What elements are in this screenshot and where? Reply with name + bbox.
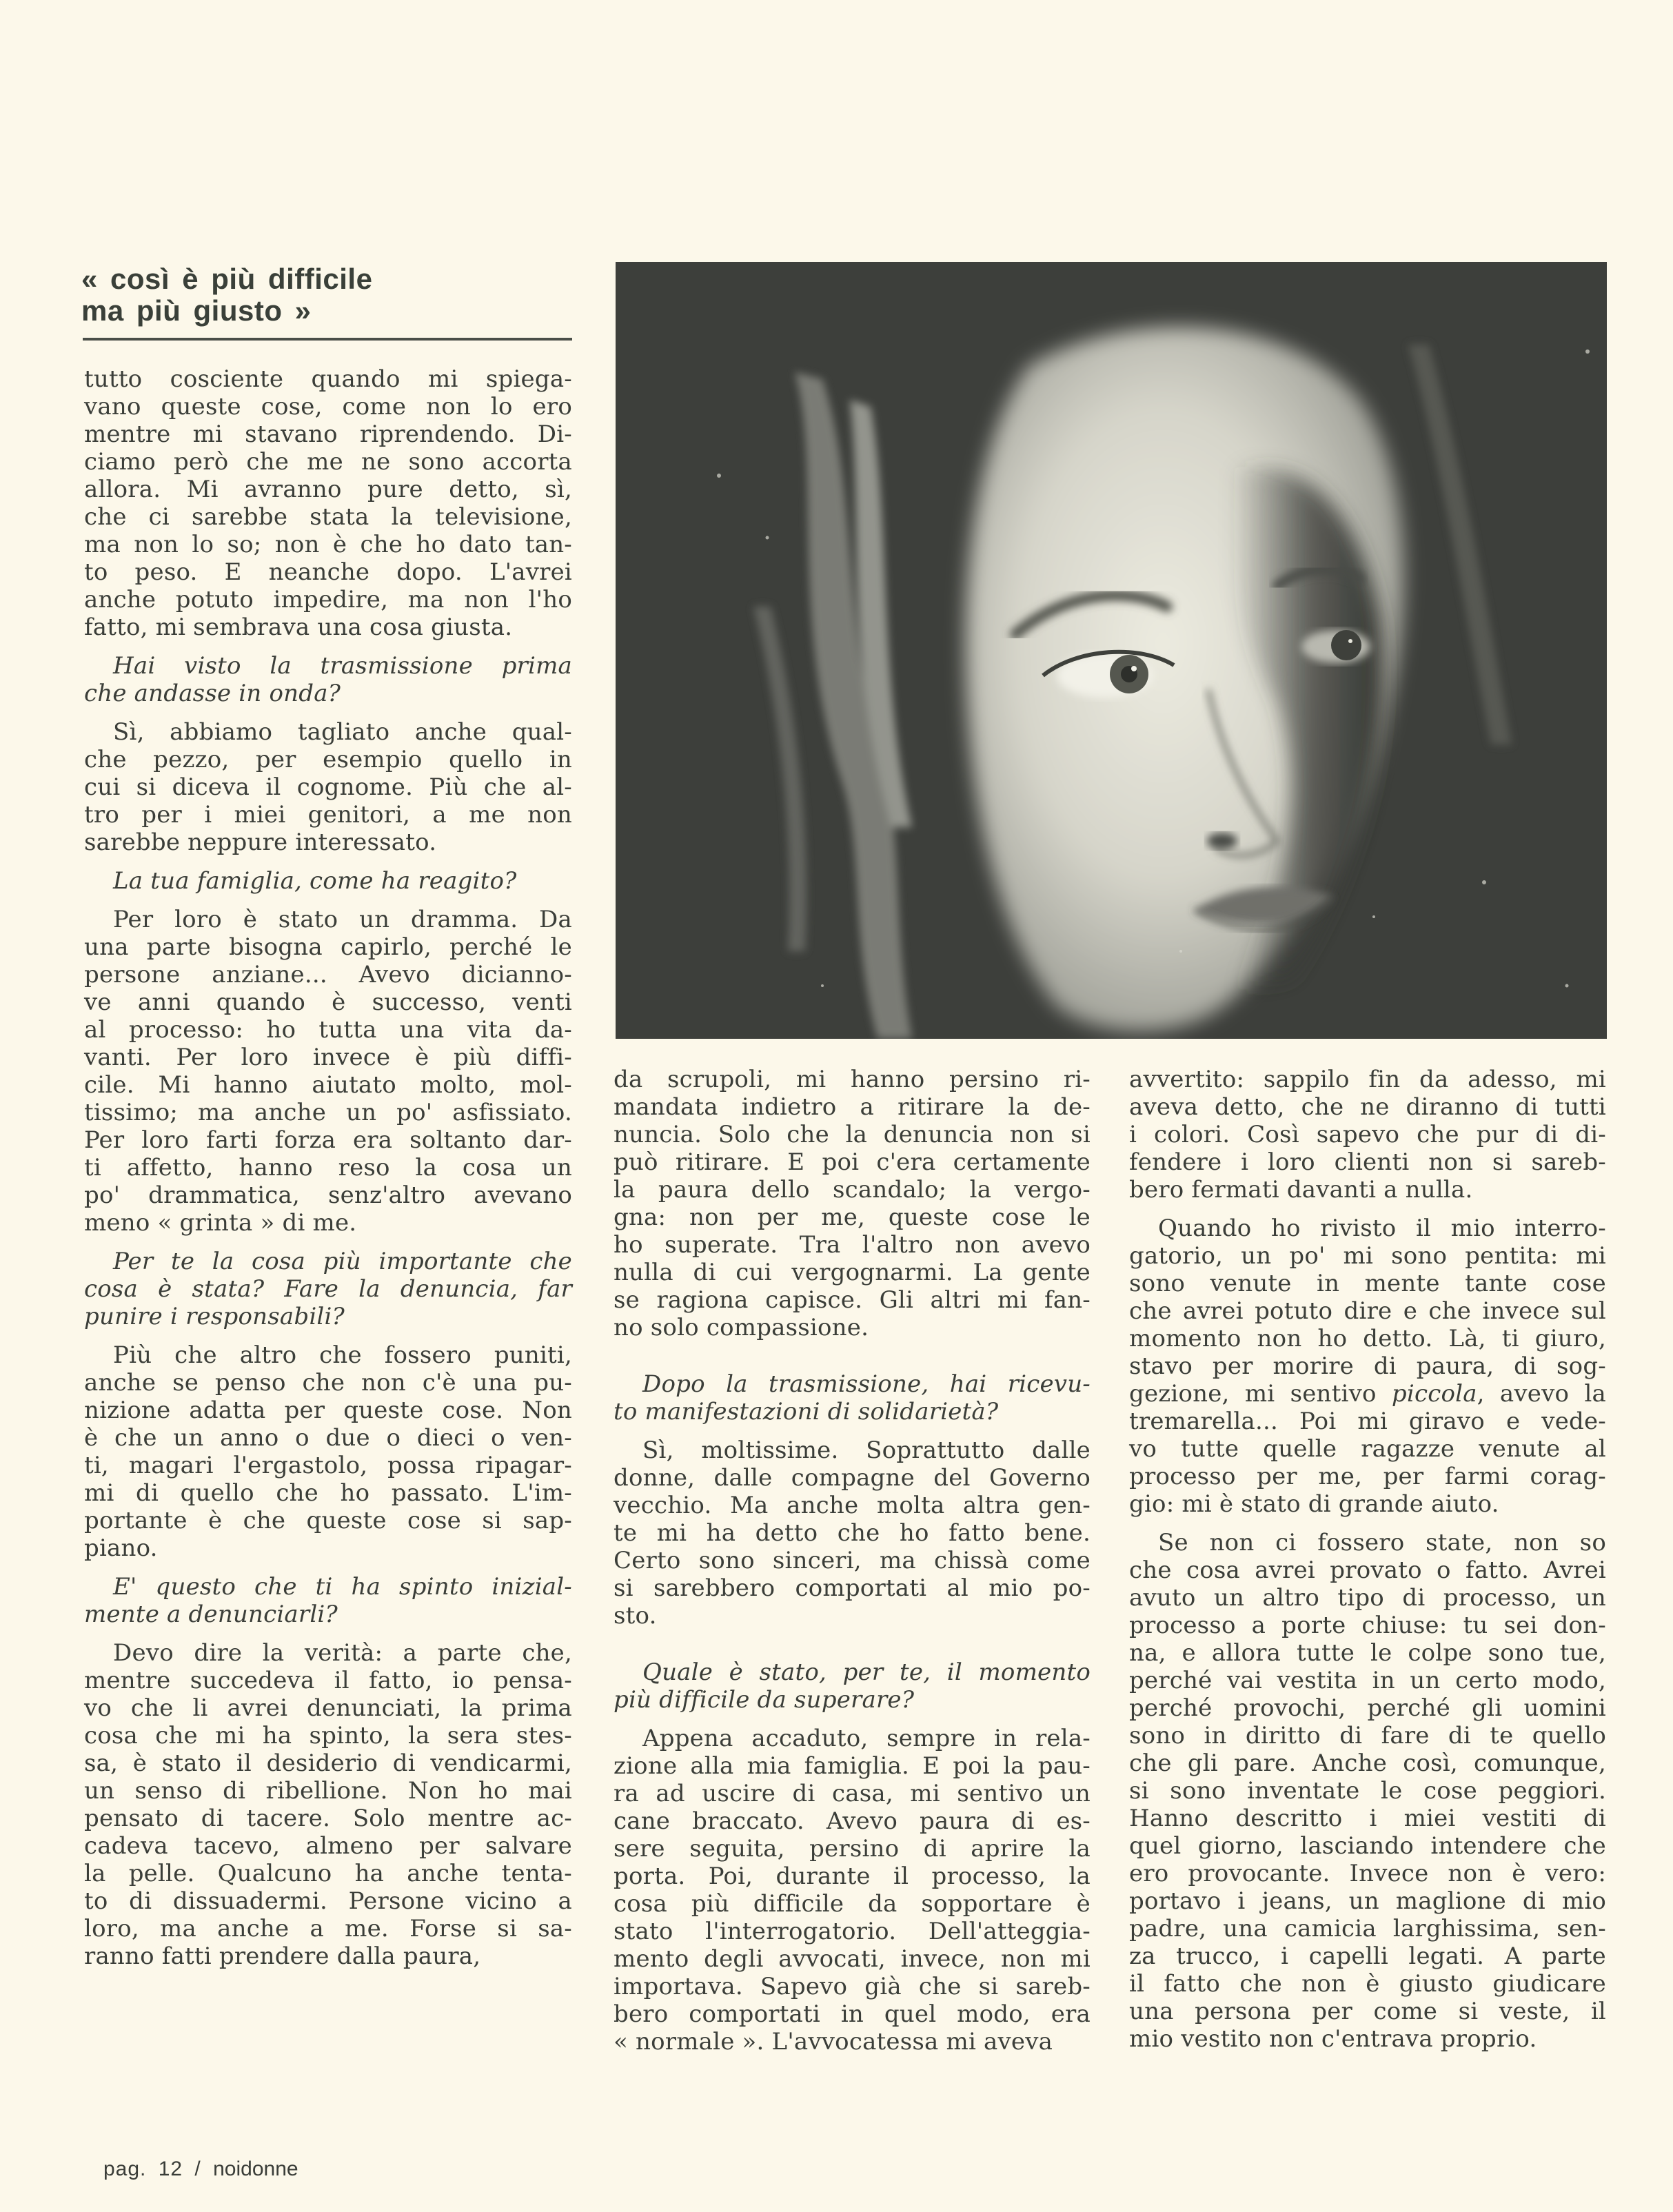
paragraph-spacer <box>84 1562 572 1573</box>
text-line: tremarella... Poi mi giravo e vede- <box>1129 1408 1606 1435</box>
text-line: che gli pare. Anche così, comunque, <box>1129 1749 1606 1777</box>
text-line: cane braccato. Avevo paura di es- <box>614 1807 1091 1835</box>
text-line: na, e allora tutte le colpe sono tue, <box>1129 1639 1606 1667</box>
text-line: un senso di ribellione. Non ho mai <box>84 1777 572 1805</box>
text-column-3 <box>1129 1066 1606 2053</box>
interview-answer <box>84 1341 572 1562</box>
text-line: momento non ho detto. Là, ti giuro, <box>1129 1325 1606 1352</box>
text-line: quel giorno, lasciando intendere che <box>1129 1832 1606 1860</box>
text-line: cosa è stata? Fare la denuncia, far <box>84 1275 572 1303</box>
portrait-photo <box>616 262 1607 1039</box>
text-line: sto. <box>614 1602 657 1630</box>
text-line: za trucco, i capelli legati. A parte <box>1129 1942 1606 1970</box>
text-line: Quale è stato, per te, il momento <box>642 1658 1091 1686</box>
text-line: gatorio, un po' mi sono pentita: mi <box>1129 1242 1606 1270</box>
paragraph-spacer <box>84 1628 572 1639</box>
text-line: ma non lo so; non è che ho dato tan- <box>84 531 572 558</box>
text-line: perché vai vestita in un certo modo, <box>1129 1667 1606 1694</box>
text-line: mio vestito non c'entrava proprio. <box>1129 2025 1537 2053</box>
text-line: ero provocante. Invece non è vero: <box>1129 1860 1606 1887</box>
title-line-1: « così è più difficile <box>81 263 373 295</box>
text-line: padre, una camicia larghissima, sen- <box>1129 1915 1606 1942</box>
text-line: pensato di tacere. Solo mentre ac- <box>84 1805 572 1832</box>
text-line: to manifestazioni di solidarietà? <box>614 1398 999 1425</box>
text-line: ciamo però che me ne sono accorta <box>84 448 572 476</box>
text-line: to peso. E neanche dopo. L'avrei <box>84 558 572 586</box>
text-line: nizione adatta per queste cose. Non <box>84 1397 572 1424</box>
text-line: ho superate. Tra l'altro non avevo <box>614 1231 1091 1259</box>
text-line: stato l'interrogatorio. Dell'atteggia- <box>614 1918 1091 1945</box>
text-line: Appena accaduto, sempre in rela- <box>642 1725 1091 1752</box>
text-line: ti affetto, hanno reso la cosa un <box>84 1154 572 1181</box>
text-line: sarebbe neppure interessato. <box>84 829 437 856</box>
text-line: te mi ha detto che ho fatto bene. <box>614 1519 1091 1547</box>
text-line: se ragiona capisce. Gli altri mi fan- <box>614 1286 1091 1314</box>
text-line: mi di quello che ho passato. L'im- <box>84 1479 572 1507</box>
text-line: anche potuto impedire, ma non l'ho <box>84 586 572 613</box>
text-line: tissimo; ma anche un po' asfissiato. <box>84 1099 572 1126</box>
text-line: sere seguita, persino di aprire la <box>614 1835 1091 1863</box>
text-line: fatto, mi sembrava una cosa giusta. <box>84 613 513 641</box>
text-line: gna: non per me, queste cose le <box>614 1204 1091 1231</box>
text-line: bero comportati in quel modo, era <box>614 2000 1091 2028</box>
text-column-2 <box>614 1066 1091 2056</box>
text-line: avvertito: sappilo fin da adesso, mi <box>1129 1066 1606 1093</box>
text-line: anche se penso che non c'è una pu- <box>84 1369 572 1397</box>
text-line: loro, ma anche a me. Forse si sa- <box>84 1915 572 1942</box>
text-line: persone anziane... Avevo dicianno- <box>84 961 572 988</box>
text-line: mentre mi stavano riprendendo. Di- <box>84 420 572 448</box>
text-line: stavo per morire di paura, di sog- <box>1129 1352 1606 1380</box>
text-line: una parte bisogna capirlo, perché le <box>84 933 572 961</box>
text-line: avuto un altro tipo di processo, un <box>1129 1584 1606 1612</box>
text-line: aveva detto, che ne diranno di tutti <box>1129 1093 1606 1121</box>
text-line: processo a porte chiuse: tu sei don- <box>1129 1612 1606 1639</box>
text-line: Certo sono sinceri, ma chissà come <box>614 1547 1091 1574</box>
text-line: mente a denunciarli? <box>84 1601 338 1628</box>
text-line: fendere i loro clienti non si sareb- <box>1129 1148 1606 1176</box>
interview-answer <box>614 1066 1091 1341</box>
magazine-name: noidonne <box>213 2158 298 2180</box>
interview-answer <box>84 906 572 1237</box>
page-footer <box>103 2158 298 2181</box>
paragraph-spacer <box>84 895 572 906</box>
interview-answer <box>614 1725 1091 2056</box>
text-line: al processo: ho tutta una vita da- <box>84 1016 572 1044</box>
text-line: che andasse in onda? <box>84 680 341 707</box>
text-line: porta. Poi, durante il processo, la <box>614 1863 1091 1890</box>
interview-question <box>84 1573 572 1628</box>
text-line: gezione, mi sentivo piccola, avevo la <box>1129 1380 1606 1408</box>
text-line: Se non ci fossero state, non so <box>1158 1529 1606 1556</box>
text-line: Dopo la trasmissione, hai ricevu- <box>642 1370 1091 1398</box>
text-line: La tua famiglia, come ha reagito? <box>113 867 517 895</box>
text-line: una persona per come si veste, il <box>1129 1998 1606 2025</box>
interview-question <box>614 1370 1091 1425</box>
text-line: tutto cosciente quando mi spiega- <box>84 365 572 393</box>
portrait-illustration <box>616 262 1607 1039</box>
paragraph-spacer <box>84 641 572 652</box>
text-line: Più che altro che fossero puniti, <box>113 1341 572 1369</box>
text-line: vo tutte quelle ragazze venute al <box>1129 1435 1606 1463</box>
interview-answer <box>1129 1215 1606 1518</box>
paragraph-spacer <box>84 856 572 867</box>
text-line: cadeva tacevo, almeno per salvare <box>84 1832 572 1860</box>
text-line: la pelle. Qualcuno ha anche tenta- <box>84 1860 572 1887</box>
text-line: bero fermati davanti a nulla. <box>1129 1176 1473 1204</box>
title-underline <box>83 338 572 341</box>
text-line: E' questo che ti ha spinto inizial- <box>113 1573 572 1601</box>
emphasis: piccola <box>1391 1380 1477 1408</box>
text-line: piano. <box>84 1534 158 1562</box>
text-line: sono in diritto di fare di te quello <box>1129 1722 1606 1749</box>
interview-answer <box>614 1437 1091 1630</box>
text-line: gio: mi è stato di grande aiuto. <box>1129 1490 1499 1518</box>
text-line: « normale ». L'avvocatessa mi aveva <box>614 2028 1053 2056</box>
text-line: nuncia. Solo che la denuncia non si <box>614 1121 1091 1148</box>
text-line: che cosa avrei provato o fatto. Avrei <box>1129 1556 1606 1584</box>
text-line: processo per me, per farmi corag- <box>1129 1463 1606 1490</box>
text-line: il fatto che non è giusto giudicare <box>1129 1970 1606 1998</box>
text-line: può ritirare. E poi c'era certamente <box>614 1148 1091 1176</box>
text-line: cile. Mi hanno aiutato molto, mol- <box>84 1071 572 1099</box>
interview-answer <box>1129 1066 1606 1204</box>
text-line: perché provochi, perché gli uomini <box>1129 1694 1606 1722</box>
text-line: cosa più difficile da sopportare è <box>614 1890 1091 1918</box>
article-title <box>81 263 572 327</box>
text-line: nulla di cui vergognarmi. La gente <box>614 1259 1091 1286</box>
text-line: Hanno descritto i miei vestiti di <box>1129 1805 1606 1832</box>
text-line: che pezzo, per esempio quello in <box>84 746 572 773</box>
paragraph-spacer <box>614 1425 1091 1437</box>
text-line: i colori. Così sapevo che pur di di- <box>1129 1121 1606 1148</box>
paragraph-spacer <box>614 1714 1091 1725</box>
text-line: po' drammatica, senz'altro avevano <box>84 1181 572 1209</box>
text-line: Per te la cosa più importante che <box>113 1248 572 1275</box>
text-line: vanti. Per loro invece è più diffi- <box>84 1044 572 1071</box>
text-line: che ci sarebbe stata la televisione, <box>84 503 572 531</box>
text-line: Hai visto la trasmissione prima <box>113 652 572 680</box>
text-line: sono venute in mente tante cose <box>1129 1270 1606 1297</box>
text-line: ra ad uscire di casa, mi sentivo un <box>614 1780 1091 1807</box>
interview-answer <box>84 718 572 856</box>
text-line: Sì, abbiamo tagliato anche qual- <box>113 718 572 746</box>
text-line: Per loro è stato un dramma. Da <box>113 906 572 933</box>
text-line: ti, magari l'ergastolo, possa ripagar- <box>84 1452 572 1479</box>
text-line: donne, dalle compagne del Governo <box>614 1464 1091 1492</box>
text-line: meno « grinta » di me. <box>84 1209 357 1237</box>
interview-answer <box>84 1639 572 1970</box>
text-line: Devo dire la verità: a parte che, <box>113 1639 572 1667</box>
text-line: portante è che queste cose si sap- <box>84 1507 572 1534</box>
text-line: mandata indietro a ritirare la de- <box>614 1093 1091 1121</box>
text-line: più difficile da superare? <box>614 1686 915 1714</box>
interview-answer <box>84 365 572 641</box>
text-line: vano queste cose, come non lo ero <box>84 393 572 420</box>
text-column-1 <box>84 365 572 1970</box>
text-line: sa, è stato il desiderio di vendicarmi, <box>84 1749 572 1777</box>
text-line: punire i responsabili? <box>84 1303 345 1330</box>
paragraph-spacer <box>84 1330 572 1341</box>
text-line: portavo i jeans, un maglione di mio <box>1129 1887 1606 1915</box>
text-line: si sarebbero comportati al mio po- <box>614 1574 1091 1602</box>
text-line: ve anni quando è successo, venti <box>84 988 572 1016</box>
page-number: pag. 12 / <box>103 2158 201 2180</box>
interview-answer <box>1129 1529 1606 2053</box>
text-line: no solo compassione. <box>614 1314 869 1341</box>
text-line: tro per i miei genitori, a me non <box>84 801 572 829</box>
paragraph-spacer <box>1129 1204 1606 1215</box>
text-line: allora. Mi avranno pure detto, sì, <box>84 476 572 503</box>
text-line: ranno fatti prendere dalla paura, <box>84 1942 481 1970</box>
text-line: zione alla mia famiglia. E poi la pau- <box>614 1752 1091 1780</box>
text-line: Sì, moltissime. Soprattutto dalle <box>642 1437 1091 1464</box>
text-line: cui si diceva il cognome. Più che al- <box>84 773 572 801</box>
text-line: Per loro farti forza era soltanto dar- <box>84 1126 572 1154</box>
text-line: cosa che mi ha spinto, la sera stes- <box>84 1722 572 1749</box>
text-line: to di dissuadermi. Persone vicino a <box>84 1887 572 1915</box>
text-line: mento degli avvocati, invece, non mi <box>614 1945 1091 1973</box>
text-line: vecchio. Ma anche molta altra gen- <box>614 1492 1091 1519</box>
paragraph-spacer <box>614 1630 1091 1658</box>
interview-question <box>84 652 572 707</box>
paragraph-spacer <box>84 1237 572 1248</box>
text-line: Quando ho rivisto il mio interro- <box>1158 1215 1606 1242</box>
text-line: la paura dello scandalo; la vergo- <box>614 1176 1091 1204</box>
paragraph-spacer <box>84 707 572 718</box>
paragraph-spacer <box>1129 1518 1606 1529</box>
interview-question <box>84 1248 572 1330</box>
text-line: si sono inventate le cose peggiori. <box>1129 1777 1606 1805</box>
text-line: da scrupoli, mi hanno persino ri- <box>614 1066 1091 1093</box>
text-line: che avrei potuto dire e che invece sul <box>1129 1297 1606 1325</box>
interview-question <box>84 867 572 895</box>
text-line: mentre succedeva il fatto, io pensa- <box>84 1667 572 1694</box>
title-line-2: ma più giusto » <box>81 294 312 327</box>
text-line: vo che li avrei denunciati, la prima <box>84 1694 572 1722</box>
interview-question <box>614 1658 1091 1714</box>
paragraph-spacer <box>614 1341 1091 1370</box>
text-line: importava. Sapevo già che si sareb- <box>614 1973 1091 2000</box>
text-line: è che un anno o due o dieci o ven- <box>84 1424 572 1452</box>
